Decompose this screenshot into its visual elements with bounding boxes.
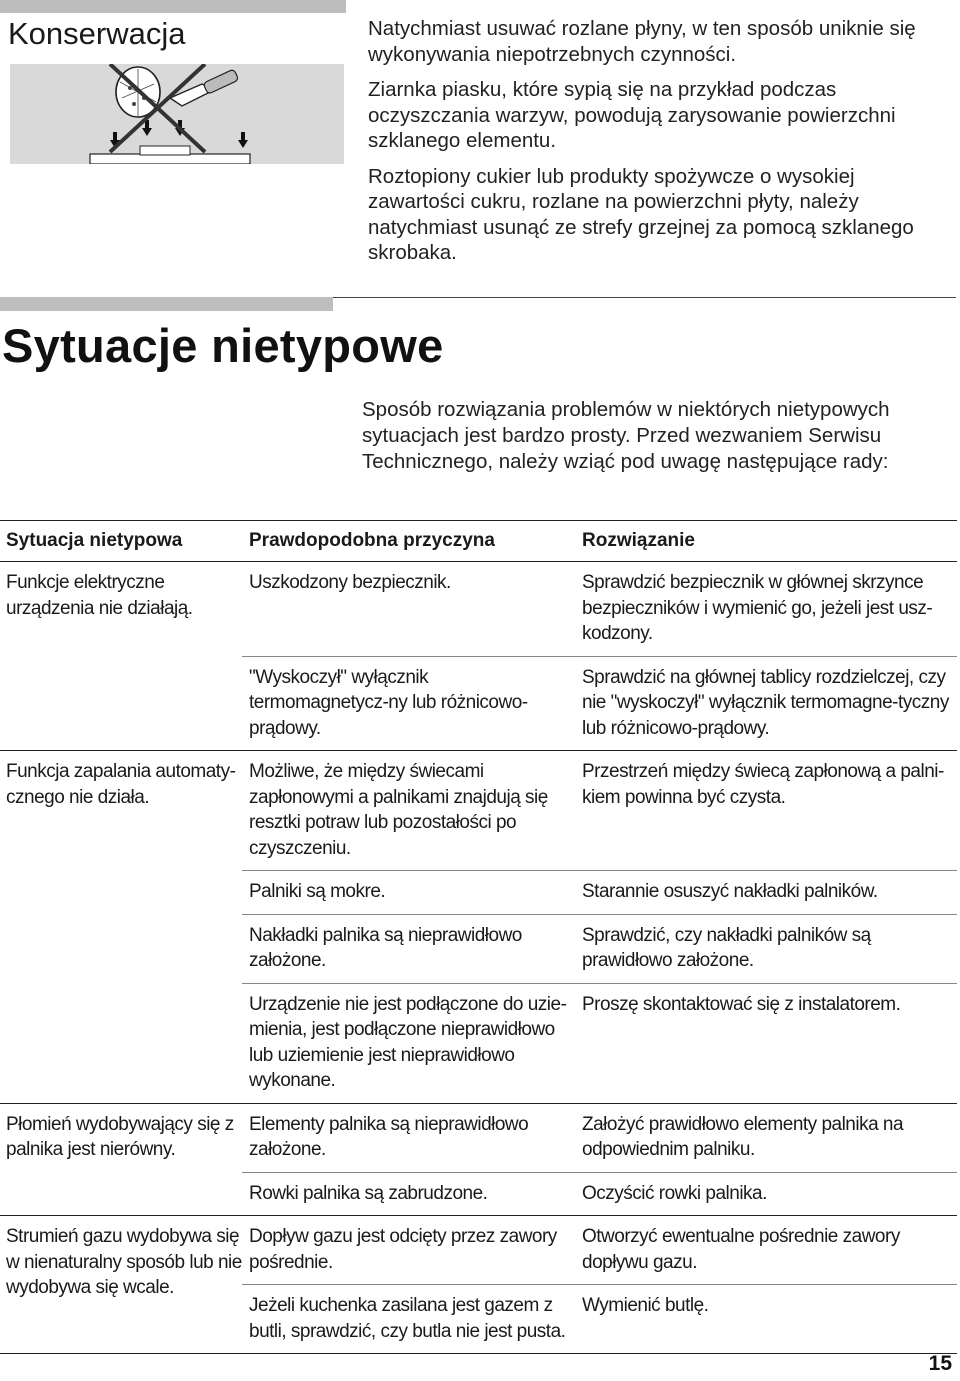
cause-cell: Nakładki palnika są nieprawidłowo założone. [249,924,522,971]
cause-cell: Elementy palnika są nieprawidłowo założone. [249,1113,529,1160]
section-divider [333,297,956,298]
table-row [242,562,957,656]
cleaning-illustration-svg [10,64,344,164]
column-header-situation: Sytuacja nietypowa [6,530,183,551]
solution-cell: Przestrzeń między świecą zapłonową a palni-kiem powinna być czysta. [582,761,944,808]
situation-cell: Funkcja zapalania automaty-cznego nie działa. [6,761,236,808]
solution-cell: Założyć prawidłowo elementy palnika na odpowiednim palniku. [582,1113,904,1160]
cause-cell: Urządzenie nie jest podłączone do uzie-mienia, jest podłączone nieprawidłowo lub uziemienie jest nieprawidłowo wykonane. [249,993,567,1091]
table-row [242,656,957,751]
table-row [242,1216,957,1284]
table-row [242,870,957,914]
situation-cell: Płomień wydobywający się z palnika jest nierówny. [6,1113,234,1160]
cause-cell: Dopływ gazu jest odcięty przez zawory pośrednie. [249,1226,557,1273]
cause-cell: Uszkodzony bezpiecznik. [249,572,451,593]
table-row-group [0,562,957,751]
column-header-solution: Rozwiązanie [582,530,695,551]
table-row [242,1284,957,1353]
maintenance-instructions [368,16,953,276]
table-row [242,1104,957,1172]
cause-solution-list [242,1104,957,1216]
cause-cell: "Wyskoczył" wyłącznik termomagnetycz-ny lub różnicowo-prądowy. [249,666,528,739]
maintenance-paragraph: Natychmiast usuwać rozlane płyny, w ten sposób uniknie się wykonywania niepotrzebnych czynności. [368,17,916,66]
cause-cell: Możliwe, że między świecami zapłonowymi a palnikami znajdują się resztki potraw lub pozostałości po czyszczeniu. [249,761,548,859]
situation-cell: Strumień gazu wydobywa się w nienaturalny sposób lub nie wydobywa się wcale. [6,1226,242,1298]
table-row [242,751,957,870]
table-row [242,983,957,1103]
section-header-bar [0,297,333,311]
cause-cell: Jeżeli kuchenka zasilana jest gazem z butli, sprawdzić, czy butla nie jest pusta. [249,1295,566,1342]
cause-solution-list [242,562,957,750]
solution-cell: Starannie osuszyć nakładki palników. [582,881,878,902]
cause-cell: Rowki palnika są zabrudzone. [249,1182,488,1204]
page-number: 15 [928,1352,952,1375]
cleaning-warning-illustration [10,64,344,164]
section-intro: Sposób rozwiązania problemów w niektórych nietypowych sytuacjach jest bardzo prosty. Przed wezwaniem Serwisu Technicznego, należy wziąć pod uwagę następujące rady: [362,398,890,473]
table-row-group [0,1104,957,1217]
situation-cell: Funkcje elektryczne urządzenia nie działają. [6,572,193,619]
solution-cell: Otworzyć ewentualne pośrednie zawory dopływu gazu. [582,1226,900,1273]
solution-cell: Sprawdzić bezpiecznik w głównej skrzynce bezpieczników i wymienić go, jeżeli jest usz-kodzony. [582,572,933,644]
maintenance-paragraph: Roztopiony cukier lub produkty spożywcze o wysokiej zawartości cukru, rozlane na powierzchni płyty, należy natychmiast usunąć ze strefy grzejnej za pomocą szklanego skrobaka. [368,164,914,264]
table-row-group [0,1216,957,1353]
solution-cell: Wymienić butlę. [582,1295,709,1316]
table-row-group [0,751,957,1104]
cause-cell: Palniki są mokre. [249,881,386,902]
section-header-bar [0,0,346,13]
troubleshooting-table [0,520,957,1354]
section-title-sytuacje-nietypowe: Sytuacje nietypowe [2,319,444,372]
table-row [242,914,957,983]
solution-cell: Proszę skontaktować się z instalatorem. [582,993,901,1015]
solution-cell: Oczyścić rowki palnika. [582,1182,767,1204]
table-header-row [0,521,957,562]
cause-solution-list [242,751,957,1103]
solution-cell: Sprawdzić na głównej tablicy rozdzielczej, czy nie "wyskoczył" wyłącznik termomagne-tyczny lub różnicowo-prądowy. [582,666,949,739]
cause-solution-list [242,1216,957,1353]
maintenance-paragraph: Ziarnka piasku, które sypią się na przykład podczas oczyszczania warzyw, powodują zarysowanie powierzchni szklanego elementu. [368,78,896,152]
solution-cell: Sprawdzić, czy nakładki palników są prawidłowo założone. [582,924,871,971]
table-row [242,1172,957,1216]
section-title-konserwacja: Konserwacja [8,16,186,51]
column-header-cause: Prawdopodobna przyczyna [249,530,495,551]
